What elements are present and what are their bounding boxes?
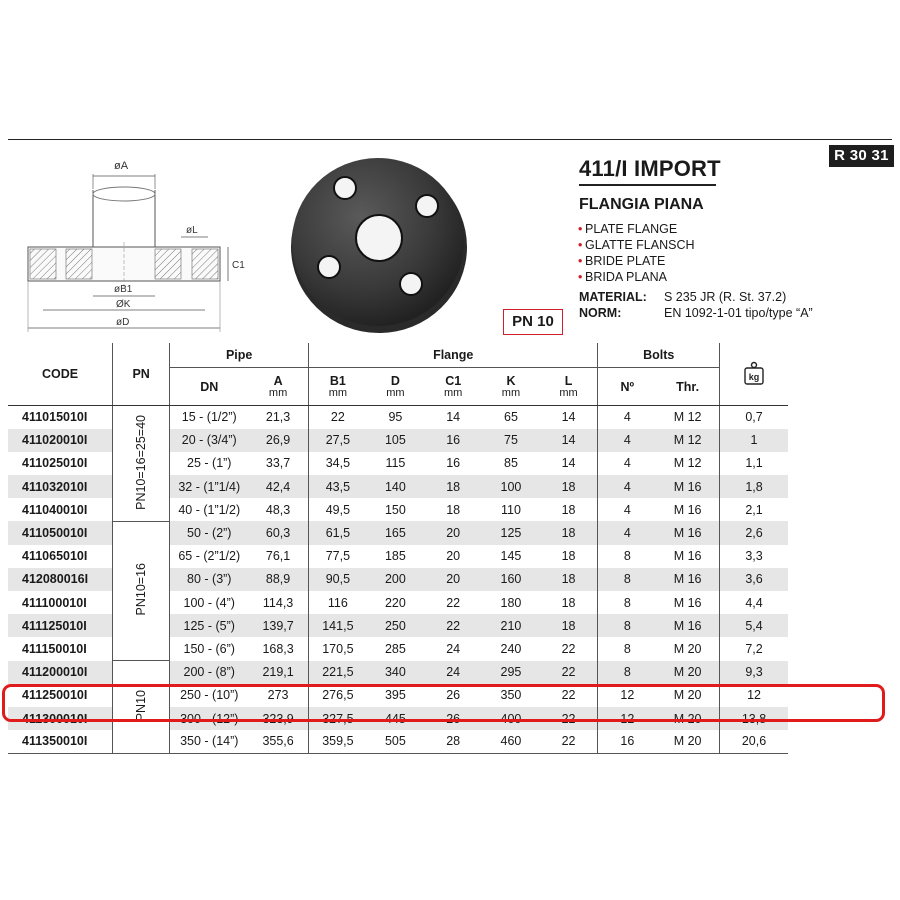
cell-b1: 90,5: [308, 568, 366, 591]
cell-thread: M 20: [673, 641, 702, 656]
cell-bolt-count: 12: [598, 684, 656, 707]
cell-d: 95: [388, 410, 403, 425]
header-bolts: Bolts: [598, 343, 720, 368]
cell-bolt-count: 4: [598, 475, 656, 498]
cell-b1: 43,5: [308, 475, 366, 498]
cell-l: 22: [540, 661, 598, 684]
cell-bolt-count: 4: [598, 498, 656, 521]
label-C1: C1: [232, 260, 245, 271]
cell-code: 411350010I: [8, 730, 113, 753]
cell-a: 139,7: [248, 614, 308, 637]
cell-d: 220: [384, 595, 406, 610]
cell-b1: 276,5: [308, 684, 366, 707]
header-b1: B1 mm: [308, 368, 366, 406]
cell-l: 14: [540, 429, 598, 452]
cell-code: 411015010I: [22, 410, 88, 425]
cell-l: 14: [561, 456, 576, 471]
cell-a: 114,3: [262, 595, 294, 610]
cell-weight: 7,2: [720, 637, 788, 660]
header-d: D mm: [367, 368, 424, 406]
cell-k: 350: [500, 688, 522, 703]
table-row: [8, 661, 788, 684]
cell-code: 411040010I: [22, 502, 88, 517]
cell-k: 145: [500, 549, 522, 564]
cell-a: 355,6: [248, 730, 308, 753]
cell-weight: 1,1: [720, 452, 788, 475]
pn-badge: PN 10: [503, 309, 563, 335]
cell-l: 22: [561, 641, 576, 656]
product-title: 411/I IMPORT: [579, 156, 721, 181]
cell-l: 14: [561, 410, 576, 425]
cell-d: 140: [367, 475, 424, 498]
label-oL: øL: [186, 225, 198, 236]
cell-k: 210: [482, 614, 539, 637]
cell-thread: M 20: [673, 688, 702, 703]
pn-group-label: [113, 406, 170, 522]
cell-d: 445: [367, 707, 424, 730]
cell-thread: M 12: [673, 456, 702, 471]
cell-weight: 0,7: [720, 406, 788, 429]
cell-bolt-count: 4: [598, 429, 656, 452]
pn-group-text: PN10=16: [134, 563, 149, 616]
cell-b1: 359,5: [308, 730, 366, 753]
cell-c1: 22: [446, 595, 461, 610]
cell-a: 60,3: [248, 521, 308, 544]
cell-dn: 15 - (1/2”): [170, 406, 248, 429]
cell-d: 115: [385, 456, 406, 471]
cell-bolt-count: 4: [598, 452, 656, 475]
cell-d: 165: [367, 521, 424, 544]
cell-bolt-count: 8: [598, 637, 656, 660]
cell-b1: 22: [308, 406, 366, 429]
material-value: S 235 JR (R. St. 37.2): [664, 290, 787, 304]
cell-code: 412080016I: [8, 568, 113, 591]
cell-l: 18: [540, 568, 598, 591]
cell-k: 110: [501, 502, 521, 517]
header-c1: C1 mm: [424, 368, 482, 406]
header-dn: DN: [170, 368, 248, 406]
cell-k: 85: [504, 456, 518, 471]
cell-dn: 20 - (3/4”): [170, 429, 248, 452]
cell-code: 411100010I: [22, 595, 87, 610]
cell-l: 18: [561, 595, 576, 610]
cell-weight: 1: [720, 429, 788, 452]
cell-bolt-count: 8: [598, 545, 656, 568]
pn-group-label: [113, 521, 170, 660]
cell-weight: 2,6: [720, 521, 788, 544]
cell-a: 48,3: [265, 502, 291, 517]
cell-c1: 18: [446, 502, 461, 517]
cell-d: 105: [367, 429, 424, 452]
translation-item: • BRIDA PLANA: [578, 269, 695, 285]
cell-code: 411300010I: [8, 707, 113, 730]
cell-weight: 13,8: [720, 707, 788, 730]
header-thread: Thr.: [656, 368, 719, 406]
cell-a: 76,1: [265, 549, 291, 564]
cell-dn: 50 - (2”): [170, 521, 248, 544]
pn-group-text: PN10: [134, 689, 149, 722]
cell-dn: 25 - (1”): [170, 452, 248, 475]
cell-b1: 116: [308, 591, 366, 614]
cell-thread: M 16: [673, 549, 702, 564]
cell-code: 411250010I: [22, 688, 88, 703]
cell-b1: 221,5: [308, 661, 366, 684]
header-flange: Flange: [308, 343, 597, 368]
translation-item: • PLATE FLANGE: [578, 221, 695, 237]
cell-weight: 3,6: [720, 568, 788, 591]
cell-weight: 12: [720, 684, 788, 707]
cell-c1: 20: [424, 521, 482, 544]
cell-code: 411050010I: [8, 521, 113, 544]
header-k: K mm: [482, 368, 539, 406]
cell-a: 168,3: [262, 641, 294, 656]
label-oA: øA: [114, 160, 129, 172]
cell-d: 285: [384, 641, 406, 656]
cell-thread: M 20: [656, 707, 719, 730]
cell-thread: M 20: [656, 730, 719, 753]
cell-thread: M 16: [656, 568, 719, 591]
header-pn: PN: [113, 343, 170, 406]
cell-code: 411125010I: [8, 614, 113, 637]
translation-item: • BRIDE PLATE: [578, 253, 695, 269]
cell-d: 200: [367, 568, 424, 591]
cell-thread: M 16: [673, 502, 702, 517]
cell-l: 18: [561, 502, 576, 517]
cell-b1: 327,5: [308, 707, 366, 730]
translations-list: [578, 221, 695, 285]
material-label: MATERIAL:: [579, 290, 647, 304]
cell-c1: 26: [446, 688, 461, 703]
cell-a: 273: [267, 688, 289, 703]
cell-code: 411032010I: [8, 475, 113, 498]
cell-b1: 61,5: [308, 521, 366, 544]
cell-c1: 16: [424, 429, 482, 452]
cell-dn: 125 - (5”): [170, 614, 248, 637]
cell-c1: 24: [446, 641, 461, 656]
cell-d: 250: [367, 614, 424, 637]
product-subtitle: FLANGIA PIANA: [579, 196, 704, 213]
header-code: CODE: [8, 343, 113, 406]
cell-weight: 9,3: [720, 661, 788, 684]
cell-weight: 2,1: [720, 498, 788, 521]
translation-item: • GLATTE FLANSCH: [578, 237, 695, 253]
label-oK: ØK: [116, 299, 131, 310]
flange-technical-drawing: [18, 152, 258, 340]
cell-a: 219,1: [248, 661, 308, 684]
cell-bolt-count: 12: [598, 707, 656, 730]
cell-code: 411150010I: [22, 641, 87, 656]
norm-label: NORM:: [579, 306, 622, 320]
cell-b1: 170,5: [308, 637, 366, 660]
cell-d: 340: [367, 661, 424, 684]
cell-k: 65: [504, 410, 518, 425]
cell-b1: 77,5: [308, 545, 366, 568]
cell-thread: M 12: [673, 410, 702, 425]
cell-c1: 24: [424, 661, 482, 684]
cell-dn: 300 - (12”): [170, 707, 248, 730]
cell-bolt-count: 4: [598, 521, 656, 544]
cell-dn: 250 - (10”): [170, 684, 248, 707]
cell-c1: 28: [424, 730, 482, 753]
cell-a: 33,7: [265, 456, 291, 471]
cell-thread: M 16: [656, 521, 719, 544]
cell-k: 125: [482, 521, 539, 544]
cell-bolt-count: 8: [598, 568, 656, 591]
cell-dn: 32 - (1”1/4): [170, 475, 248, 498]
weight-icon-label: kg: [748, 371, 760, 382]
cell-l: 22: [540, 707, 598, 730]
cell-k: 400: [482, 707, 539, 730]
cell-weight: 3,3: [720, 545, 788, 568]
cell-b1: 49,5: [308, 498, 366, 521]
cell-a: 26,9: [248, 429, 308, 452]
cell-thread: M 16: [656, 475, 719, 498]
cell-a: 88,9: [248, 568, 308, 591]
cell-c1: 26: [424, 707, 482, 730]
cell-weight: 1,8: [720, 475, 788, 498]
cell-b1: 141,5: [308, 614, 366, 637]
cell-k: 460: [482, 730, 539, 753]
cell-bolt-count: 8: [598, 661, 656, 684]
cell-l: 22: [540, 730, 598, 753]
cell-code: 411200010I: [8, 661, 113, 684]
cell-a: 21,3: [265, 410, 291, 425]
cell-thread: M 16: [673, 595, 702, 610]
cell-c1: 20: [424, 568, 482, 591]
cell-c1: 16: [446, 456, 461, 471]
spec-block: [579, 289, 813, 321]
cell-d: 395: [384, 688, 406, 703]
header-pipe: Pipe: [170, 343, 309, 368]
cell-thread: M 20: [656, 661, 719, 684]
cell-code: 411020010I: [8, 429, 113, 452]
header-weight: [720, 343, 788, 406]
cell-c1: 18: [424, 475, 482, 498]
norm-value: EN 1092-1-01 tipo/type “A”: [664, 306, 813, 320]
cell-bolt-count: 16: [598, 730, 656, 753]
cell-d: 505: [367, 730, 424, 753]
catalog-code-tag: R 30 31: [829, 145, 894, 167]
cell-l: 22: [561, 688, 576, 703]
cell-l: 18: [540, 475, 598, 498]
cell-k: 240: [500, 641, 522, 656]
cell-dn: 80 - (3”): [170, 568, 248, 591]
title-underline: [579, 184, 716, 186]
table-row: [8, 406, 788, 429]
cell-b1: 34,5: [308, 452, 366, 475]
cell-l: 18: [540, 521, 598, 544]
cell-c1: 22: [424, 614, 482, 637]
cell-d: 150: [384, 502, 406, 517]
cell-bolt-count: 8: [598, 591, 656, 614]
cell-dn: 40 - (1”1/2): [170, 498, 248, 521]
cell-l: 18: [561, 549, 576, 564]
cell-code: 411025010I: [22, 456, 88, 471]
cell-a: 323,9: [248, 707, 308, 730]
cell-dn: 65 - (2”1/2): [170, 545, 248, 568]
weight-icon: [743, 361, 765, 385]
cell-weight: 5,4: [720, 614, 788, 637]
cell-k: 75: [482, 429, 539, 452]
header-l: L mm: [540, 368, 598, 406]
header-bolt-count: Nº: [598, 368, 656, 406]
cell-weight: 4,4: [720, 591, 788, 614]
cell-bolt-count: 4: [598, 406, 656, 429]
cell-thread: M 16: [656, 614, 719, 637]
label-oD: øD: [116, 317, 130, 328]
table-row: [8, 521, 788, 544]
cell-bolt-count: 8: [598, 614, 656, 637]
cell-k: 180: [500, 595, 522, 610]
cell-k: 160: [482, 568, 539, 591]
cell-weight: 20,6: [720, 730, 788, 753]
highlighted-row-outline: [2, 684, 885, 722]
cell-code: 411065010I: [22, 549, 88, 564]
cell-thread: M 12: [656, 429, 719, 452]
cell-d: 185: [384, 549, 406, 564]
label-oB1: øB1: [114, 284, 133, 295]
pn-group-text: PN10=16=25=40: [134, 414, 149, 510]
top-rule: [8, 139, 892, 140]
cell-c1: 14: [446, 410, 461, 425]
cell-c1: 20: [446, 549, 461, 564]
cell-l: 18: [540, 614, 598, 637]
cell-k: 100: [482, 475, 539, 498]
cell-dn: 350 - (14”): [170, 730, 248, 753]
cell-dn: 200 - (8”): [170, 661, 248, 684]
cell-dn: 100 - (4”): [170, 591, 248, 614]
cell-a: 42,4: [248, 475, 308, 498]
cell-dn: 150 - (6”): [170, 637, 248, 660]
header-a: A mm: [248, 368, 308, 406]
cell-b1: 27,5: [308, 429, 366, 452]
flange-photo: [286, 150, 472, 338]
cell-k: 295: [482, 661, 539, 684]
